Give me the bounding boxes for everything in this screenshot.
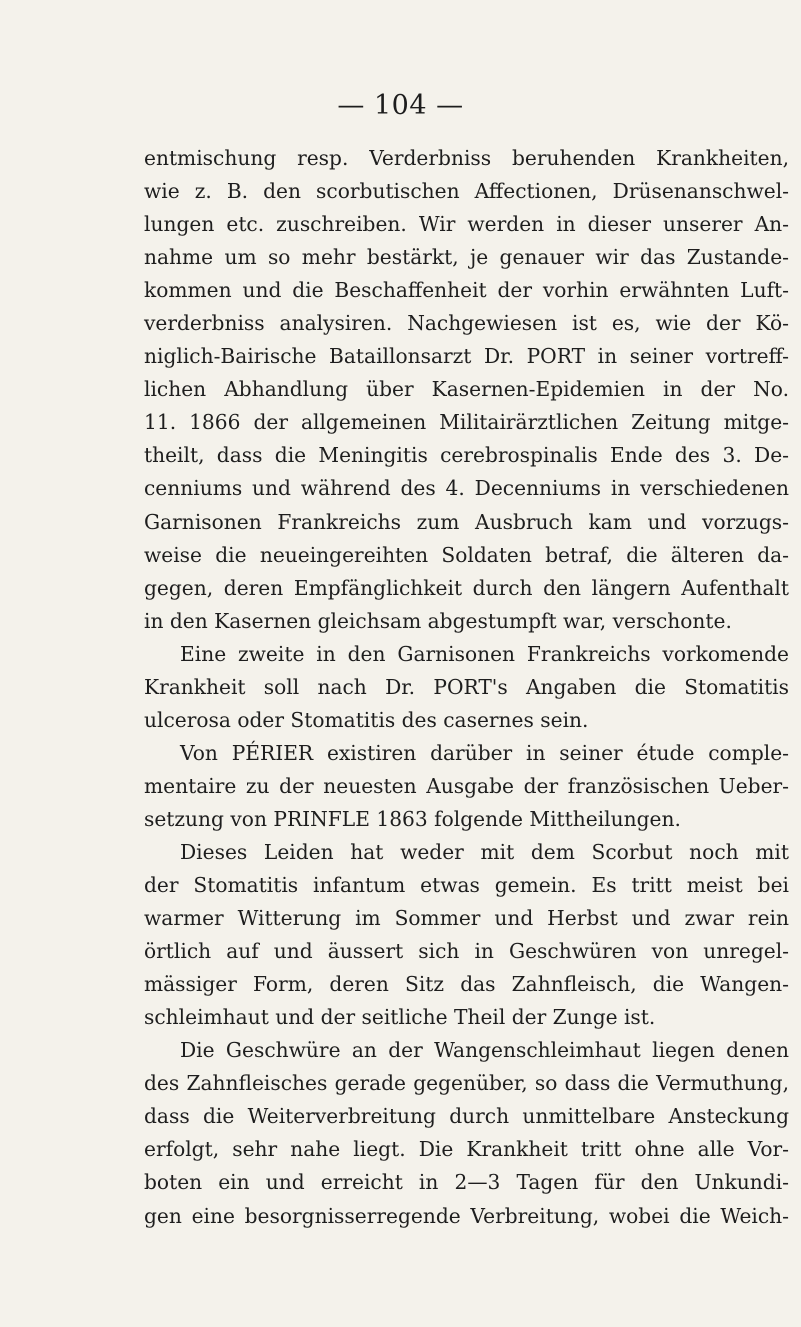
text-line: dass die Weiterverbreitung durch unmittelbare Ansteckung xyxy=(144,1104,789,1129)
text-line: schleimhaut und der seitliche Theil der Zunge ist. xyxy=(144,1005,656,1030)
text-line: erfolgt, sehr nahe liegt. Die Krankheit tritt ohne alle Vor- xyxy=(144,1137,789,1162)
text-line: cenniums und während des 4. Decenniums in verschiedenen xyxy=(144,476,789,501)
text-line: kommen und die Beschaffenheit der vorhin erwähnten Luft- xyxy=(144,278,789,303)
text-line: lungen etc. zuschreiben. Wir werden in dieser unserer An- xyxy=(144,212,789,237)
text-line: Eine zweite in den Garnisonen Frankreichs vorkomende xyxy=(180,641,789,666)
text-line: örtlich auf und äussert sich in Geschwüren von unregel- xyxy=(144,939,789,964)
text-line: in den Kasernen gleichsam abgestumpft war, verschonte. xyxy=(144,608,732,633)
text-line: weise die neueingereihten Soldaten betraf, die älteren da- xyxy=(144,542,789,567)
page-number-header: — 104 — xyxy=(337,90,464,121)
text-line: niglich-Bairische Bataillonsarzt Dr. PORT in seiner vortreff- xyxy=(144,344,789,369)
text-line: Krankheit soll nach Dr. PORT's Angaben die Stomatitis xyxy=(144,674,789,699)
text-line: Garnisonen Frankreichs zum Ausbruch kam und vorzugs- xyxy=(144,509,789,534)
text-line: ulcerosa oder Stomatitis des casernes sein. xyxy=(144,707,589,732)
text-line: mässiger Form, deren Sitz das Zahnfleisch, die Wangen- xyxy=(144,972,789,997)
text-line: gegen, deren Empfänglichkeit durch den längern Aufenthalt xyxy=(144,575,789,600)
text-line: verderbniss analysiren. Nachgewiesen ist es, wie der Kö- xyxy=(144,311,789,336)
text-line: theilt, dass die Meningitis cerebrospinalis Ende des 3. De- xyxy=(144,443,789,468)
body-text xyxy=(144,142,789,1233)
text-line: mentaire zu der neuesten Ausgabe der französischen Ueber- xyxy=(144,773,789,798)
text-line: wie z. B. den scorbutischen Affectionen, Drüsenanschwel- xyxy=(144,179,789,204)
text-line: lichen Abhandlung über Kasernen-Epidemien in der No. xyxy=(144,377,789,402)
text-line: Dieses Leiden hat weder mit dem Scorbut noch mit xyxy=(180,839,789,864)
text-line: des Zahnfleisches gerade gegenüber, so dass die Vermuthung, xyxy=(144,1071,789,1096)
text-line: nahme um so mehr bestärkt, je genauer wir das Zustande- xyxy=(144,245,789,270)
text-line: Die Geschwüre an der Wangenschleimhaut liegen denen xyxy=(180,1038,789,1063)
text-line: 11. 1866 der allgemeinen Militairärztlichen Zeitung mitge- xyxy=(144,410,789,435)
text-line: der Stomatitis infantum etwas gemein. Es tritt meist bei xyxy=(144,873,789,898)
text-line: warmer Witterung im Sommer und Herbst und zwar rein xyxy=(144,906,789,931)
text-line: gen eine besorgnisserregende Verbreitung, wobei die Weich- xyxy=(144,1203,789,1228)
text-line: Von PÉRIER existiren darüber in seiner étude comple- xyxy=(180,740,789,765)
text-line: setzung von PRINFLE 1863 folgende Mittheilungen. xyxy=(144,806,681,831)
text-line: entmischung resp. Verderbniss beruhenden Krankheiten, xyxy=(144,146,789,170)
text-line: boten ein und erreicht in 2—3 Tagen für den Unkundi- xyxy=(144,1170,789,1195)
